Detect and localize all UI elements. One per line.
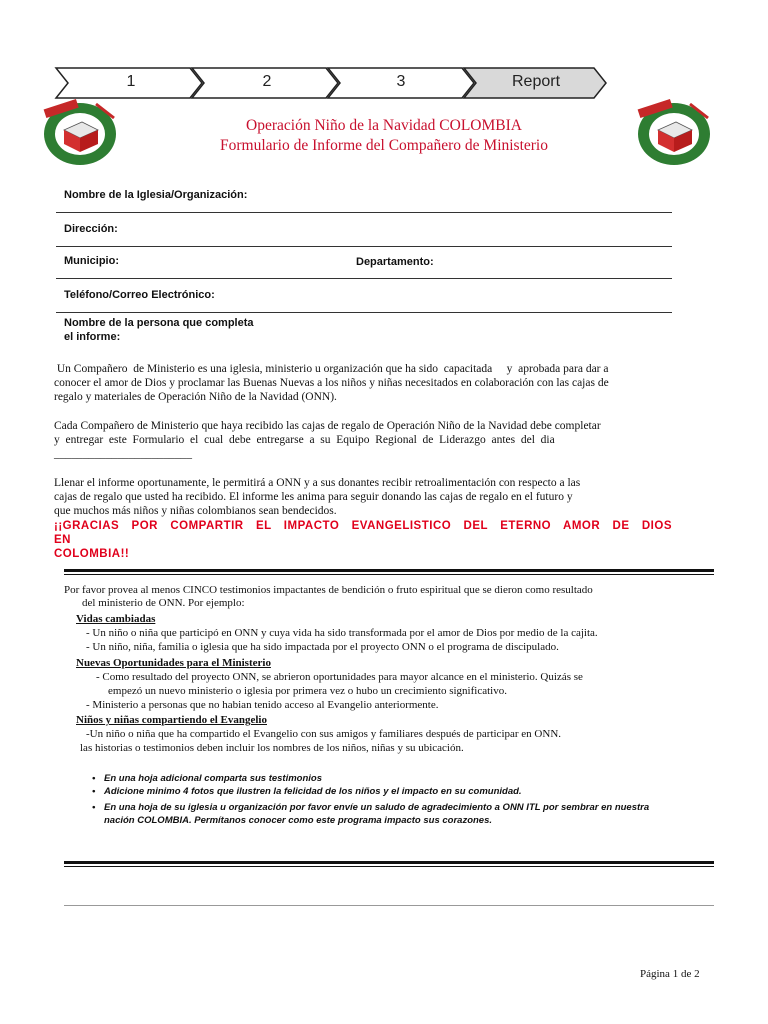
text-line: Por favor provea al menos CINCO testimonios impactantes de bendición o fruto espiritual que se dieron como resultado (64, 584, 593, 596)
bullet-item: • En una hoja adicional comparta sus testimonios (92, 773, 323, 784)
text-line: regalo y materiales de Operación Niño de la Navidad (ONN). (54, 391, 337, 403)
kids-sharing-item-1: -Un niño o niña que ha compartido el Evangelio con sus amigos y familiares después de participar en ONN. (86, 728, 562, 740)
text-line: Llenar el informe oportunamente, le permitirá a ONN y a sus donantes recibir retroalimentación con respecto a las (54, 477, 581, 489)
bullet-item: • En una hoja de su iglesia u organización por favor envíe un saludo de agradecimiento a ONN ITL por sembrar en nuestra (92, 802, 650, 813)
opportunities-item-1b: empezó un nuevo ministerio o iglesia por primera vez o hubo un crecimiento significativo. (108, 685, 507, 697)
text-line: Un Compañero de Ministerio es una iglesia, ministerio u organización que ha sido capacitada y aprobada para dar a (54, 363, 609, 375)
bullet-text: nación COLOMBIA. Permítanos conocer como este programa impacto sus corazones. (104, 815, 493, 826)
heading-kids-sharing: Niños y niñas compartiendo el Evangelio (76, 714, 267, 726)
opportunities-item-1a: - Como resultado del proyecto ONN, se abrieron oportunidades para mayor alcance en el ministerio. Quizás se (96, 671, 583, 683)
text-line: conocer el amor de Dios y proclamar las Buenas Nuevas a los niños y niñas necesitados en colaboración con las cajas de (54, 377, 609, 389)
step-1: 1 (126, 73, 136, 90)
contact-field[interactable] (56, 278, 672, 313)
heading-new-opportunities: Nuevas Oportunidades para el Ministerio (76, 657, 271, 669)
section-divider-top (64, 569, 714, 575)
text-line: ¡¡GRACIAS POR COMPARTIR EL IMPACTO EVANGELISTICO DEL ETERNO AMOR DE DIOS EN (54, 520, 672, 546)
address-label: Dirección: (64, 223, 118, 235)
completer-field[interactable] (56, 312, 672, 346)
paragraph-definition (54, 362, 674, 404)
step-report: Report (511, 73, 561, 90)
municipality-row[interactable] (56, 246, 672, 279)
title-line-2: Formulario de Informe del Compañero de Ministerio (219, 137, 548, 154)
municipality-label: Municipio: (64, 255, 119, 267)
thanks-message (54, 519, 672, 561)
bullet-continuation (90, 814, 710, 827)
title-line-1: Operación Niño de la Navidad COLOMBIA (246, 117, 522, 134)
testimonies-intro (64, 584, 714, 610)
bullet-text: En una hoja de su iglesia u organización por favor envíe un saludo de agradecimiento a ONN ITL por sembrar en nuestra (104, 802, 650, 813)
deadline-blank: ________________________ (54, 448, 192, 460)
bullet-item: • Adicione minimo 4 fotos que ilustren la felicidad de los niños y el impacto en su comunidad. (92, 786, 522, 797)
text-line: cajas de regalo que usted ha recibido. El informe les anima para seguir donando las cajas de regalo en el futuro y (54, 491, 573, 503)
changed-lives-item-2: - Un niño, niña, familia o iglesia que ha sido impactada por el proyecto ONN o el programa de discipulado. (86, 641, 559, 653)
text-line: que muchos más niños y niñas colombianos sean bendecidos. (54, 505, 337, 517)
kids-sharing-item-2: las historias o testimonios deben incluir los nombres de los niños, niñas y su ubicación. (80, 742, 464, 754)
church-label: Nombre de la Iglesia/Organización: (64, 189, 248, 201)
department-label: Departamento: (356, 256, 434, 268)
heading-changed-lives: Vidas cambiadas (76, 613, 156, 625)
step-2: 2 (262, 73, 272, 90)
contact-label: Teléfono/Correo Electrónico: (64, 289, 215, 301)
bullet-text: Adicione minimo 4 fotos que ilustren la felicidad de los niños y el impacto en su comunidad. (104, 786, 522, 797)
text-line: y entregar este Formulario el cual debe entregarse a su Equipo Regional de Liderazgo antes del dia (54, 434, 555, 446)
address-field[interactable] (56, 212, 672, 247)
paragraph-feedback (54, 476, 674, 518)
step-3: 3 (396, 73, 406, 90)
text-line: COLOMBIA!! (54, 548, 130, 560)
instructions-bullets (90, 772, 710, 827)
completer-label-2: el informe: (64, 331, 121, 343)
christmas-child-logo-left (36, 96, 124, 168)
progress-steps (54, 67, 608, 99)
form-title (140, 116, 628, 156)
bullet-text: En una hoja adicional comparta sus testimonios (104, 773, 323, 784)
section-divider-bottom (64, 861, 714, 867)
christmas-child-logo-right (630, 96, 718, 168)
footer-rule (64, 905, 714, 906)
opportunities-item-2: - Ministerio a personas que no habian tenido acceso al Evangelio anteriormente. (86, 699, 439, 711)
text-line: Cada Compañero de Ministerio que haya recibido las cajas de regalo de Operación Niño de la Navidad debe completar (54, 420, 601, 432)
paragraph-instructions (54, 419, 674, 461)
page-number: Página 1 de 2 (640, 968, 700, 980)
church-field[interactable] (56, 180, 672, 213)
completer-label-1: Nombre de la persona que completa (64, 317, 254, 329)
text-line: del ministerio de ONN. Por ejemplo: (82, 597, 245, 609)
changed-lives-item-1: - Un niño o niña que participó en ONN y cuya vida ha sido transformada por el amor de Dios por medio de la cajita. (86, 627, 598, 639)
